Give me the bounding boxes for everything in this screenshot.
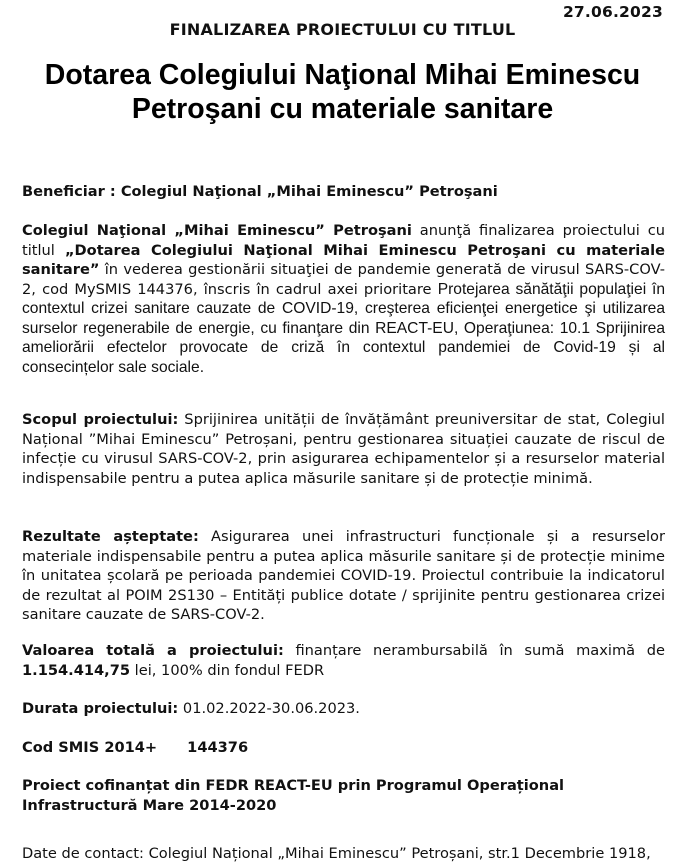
- announcement-text-2: în vederea gestionării situaţiei de pandemie generată de virusul SARS-COV-2, cod MySMIS 144376, înscris în cadrul axei prioritare: [22, 261, 665, 298]
- funding-statement: Proiect cofinanțat din FEDR REACT-EU prin Programul Operațional Infrastructură Mare 2014-2020: [22, 777, 565, 814]
- results-text: Asigurarea unei infrastructuri funcționale și a resurselor materiale indispensabile pentru a putea aplica măsurile sanitare și de protecție minime în unitatea școlară pe perioada pandemiei COVID-19. Proiectul contribuie la indicatorul de rezultat al POIM 2S130 – Entități publice dotate / sprijinite pentru gestionarea crizei sanitare cauzate de SARS-COV-2.: [22, 528, 665, 623]
- announcement-paragraph: [22, 221, 665, 377]
- smis-label: Cod SMIS 2014+: [22, 739, 158, 756]
- announcement-text-1: anunţă finalizarea proiectului cu titlul: [22, 222, 665, 259]
- contact-line: Date de contact: Colegiul Național „Mihai Eminescu” Petroșani, str.1 Decembrie 1918,: [22, 845, 651, 862]
- announcement-text-3: Protejarea sănătăţii populaţiei în contextul crizei sanitare cauzate de COVID-19, creşterea eficienţei energetice şi utilizarea surselor regenerabile de energie, cu finanţare din REACT-EU, Operaţiunea: 10.1 Sprijinirea ameliorării efectelor provocate de criză în contextul pandemiei de Covid-19 și al consecințelor sale sociale.: [22, 280, 666, 376]
- project-title: Dotarea Colegiului Naţional Mihai Eminescu Petroşani cu materiale sanitare: [44, 59, 641, 125]
- announcement-lead: Colegiul Naţional „Mihai Eminescu” Petroşani: [22, 222, 412, 239]
- value-amount: 1.154.414,75: [22, 661, 131, 679]
- value-text: finanțare nerambursabilă în sumă maximă de: [283, 642, 665, 659]
- document-heading: FINALIZAREA PROIECTULUI CU TITLUL: [169, 20, 516, 39]
- results-paragraph: [22, 527, 665, 625]
- results-label: Rezultate așteptate:: [22, 528, 199, 545]
- value-label: Valoarea totală a proiectului:: [22, 642, 284, 659]
- announcement-project-title: „Dotarea Colegiului Naţional Mihai Eminescu Petroşani cu materiale sanitare”: [22, 241, 665, 278]
- smis-line: [22, 738, 665, 758]
- smis-code: 144376: [187, 739, 249, 756]
- value-paragraph: [22, 641, 665, 680]
- duration-label: Durata proiectului:: [22, 700, 179, 717]
- scope-label: Scopul proiectului:: [22, 411, 179, 428]
- scope-paragraph: [22, 410, 665, 488]
- document-date: 27.06.2023: [562, 3, 663, 21]
- beneficiary-line: Beneficiar : Colegiul Naţional „Mihai Eminescu” Petroşani: [22, 183, 498, 200]
- duration-line: [22, 699, 665, 719]
- scope-text: Sprijinirea unității de învățământ preuniversitar de stat, Colegiul Național ”Mihai Eminescu” Petroșani, pentru gestionarea situației cauzate de riscul de infecție cu virusul SARS-COV-2, prin asigurarea echipamentelor și a resurselor material indispensabile pentru a putea aplica măsurile sanitare și de protecție minimă.: [22, 411, 665, 487]
- value-text-2: lei, 100% din fondul FEDR: [130, 661, 325, 679]
- duration-text: 01.02.2022-30.06.2023.: [178, 700, 360, 717]
